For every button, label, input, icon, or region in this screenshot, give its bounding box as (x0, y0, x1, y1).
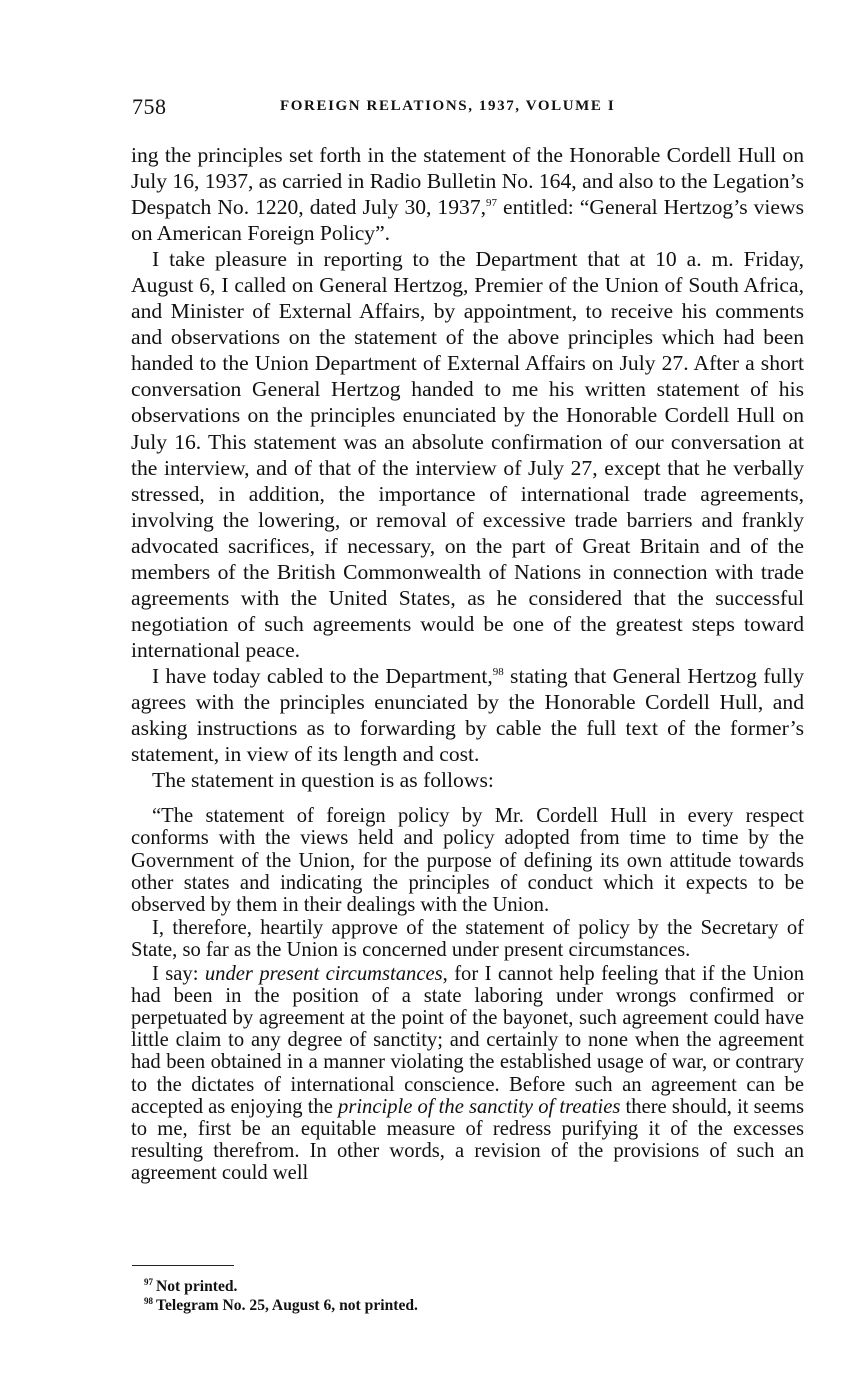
paragraph-text: I have today cabled to the Department, (152, 663, 493, 688)
quote-text: , for I cannot help feeling that if the Union had been in the position of a state laboring under wrongs confirmed or perpetuated by agreement at the point of the bayonet, such agreement could have little claim to any degree of sanctity; and certainly to none when the agreement had been obtained in a manner violating the established usage of war, or contrary to the dictates of international conscience. Before such an agreement can be accepted as enjoying the (131, 962, 805, 1118)
footnote-mark: 98 (144, 1295, 153, 1306)
paragraph (131, 663, 804, 767)
footnote (144, 1277, 804, 1296)
paragraph: I take pleasure in reporting to the Department that at 10 a. m. Friday, August 6, I called on General Hertzog, Premier of the Union of South Africa, and Minister of External Affairs, by appointment, to receive his comments and observations on the statement of the above principles which had been handed to the Union Department of External Affairs on July 27. After a short conversation General Hertzog handed to me his written statement of his observations on the principles enunciated by the Honorable Cordell Hull on July 16. This statement was an absolute confirmation of our conversation at the interview, and of that of the interview of July 27, except that he verbally stressed, in addition, the importance of international trade agreements, involving the lowering, or removal of excessive trade barriers and frankly advocated sacrifices, if necessary, on the part of Great Britain and of the members of the British Commonwealth of Nations in connection with trade agreements with the United States, as he considered that the successful negotiation of such agreements would be one of the greatest steps toward international peace. (131, 247, 804, 662)
paragraph-continuation (131, 142, 804, 246)
body-text (131, 142, 804, 1185)
quote-paragraph: I, therefore, heartily approve of the statement of policy by the Secretary of State, so far as the Union is concerned under present circumstances. (131, 917, 804, 962)
paragraph-text: stating that General Hertzog fully agrees with the principles enunciated by the Honorable Cordell Hull, and asking instructions as to forwarding by cable the full text of the former’s statement, in view of its length and cost. (131, 663, 804, 767)
footnote-reference: 97 (486, 196, 498, 209)
quoted-statement (131, 805, 804, 1184)
footnotes (144, 1277, 804, 1315)
footnote-text: Telegram No. 25, August 6, not printed. (156, 1297, 418, 1314)
paragraph-text: ing the principles set forth in the statement of the Honorable Cordell Hull on July 16, 1937, as carried in Radio Bulletin No. 164, and also to the Legation’s Despatch No. 1220, dated July 30, 1937, (131, 143, 804, 220)
quote-text: there should, it seems to me, first be an equitable measure of redress purifying it of the excesses resulting therefrom. In other words, a revision of the provisions of such an agreement could well (131, 1095, 804, 1185)
quote-paragraph (131, 963, 804, 1185)
page-header (132, 94, 804, 124)
page-number: 758 (132, 94, 167, 119)
footnote-mark: 97 (144, 1276, 153, 1287)
footnote (144, 1296, 804, 1315)
paragraph: The statement in question is as follows: (152, 768, 494, 793)
quote-text: I say: (152, 962, 205, 985)
quote-italic-text: under present circumstances (204, 962, 443, 985)
quote-italic-text: principle of the sanctity of treaties (338, 1095, 621, 1118)
paragraph-text: entitled: “General Hertzog’s views on American Foreign Policy”. (131, 195, 804, 246)
quote-paragraph: “The statement of foreign policy by Mr. Cordell Hull in every respect conforms with the views held and policy adopted from time to time by the Government of the Union, for the purpose of defining its own attitude towards other states and indicating the principles of conduct which it expects to be observed by them in their dealings with the Union. (131, 805, 804, 916)
footnote-reference: 98 (492, 665, 504, 678)
footnote-text: Not printed. (156, 1278, 238, 1295)
footnote-divider (132, 1265, 234, 1266)
running-head: FOREIGN RELATIONS, 1937, VOLUME I (280, 98, 616, 114)
